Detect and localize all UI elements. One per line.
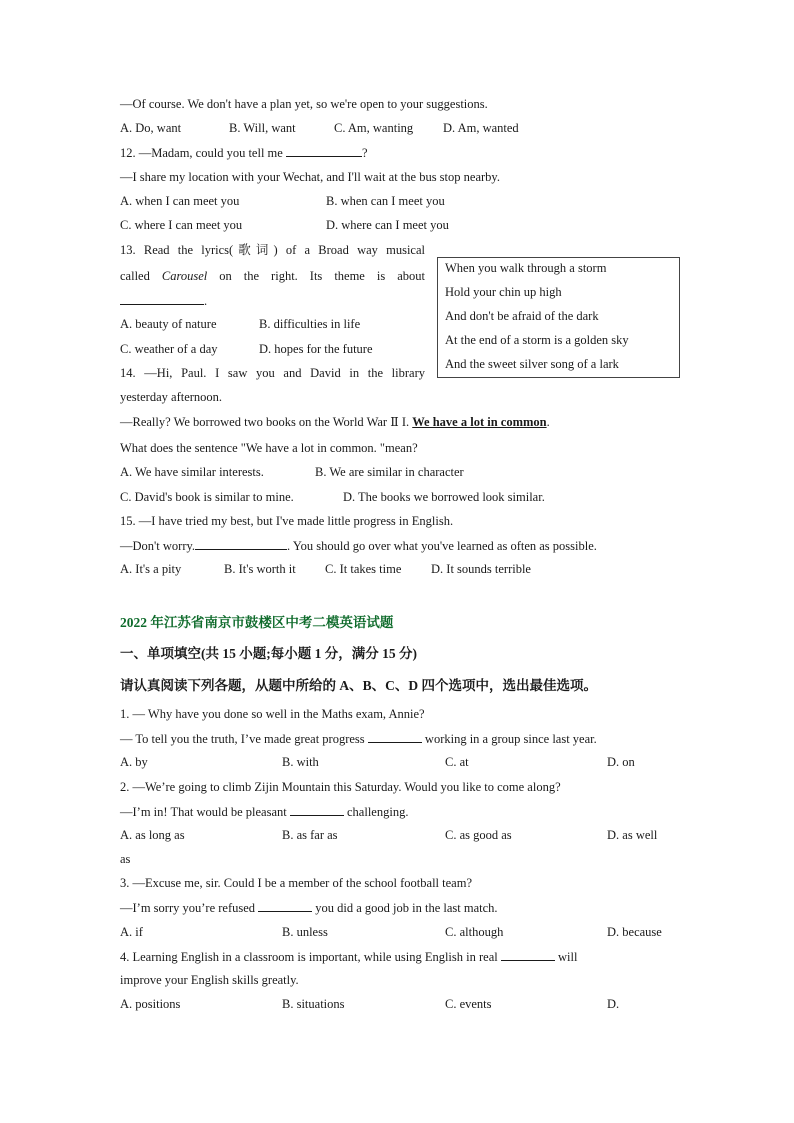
lyrics-line-4: At the end of a storm is a golden sky (445, 333, 629, 347)
q14-option-d: D. The books we borrowed look similar. (343, 490, 545, 504)
q4-option-c: C. events (445, 997, 492, 1011)
lyrics-line-5: And the sweet silver song of a lark (445, 357, 619, 371)
q1-reply-start: — To tell you the truth, I’ve made great progress (120, 732, 365, 746)
q12-stem (120, 143, 368, 162)
q1-option-b: B. with (282, 755, 319, 769)
q11-option-c: C. Am, wanting (334, 121, 414, 135)
q1-option-a: A. by (120, 755, 148, 769)
q3-option-a: A. if (120, 925, 143, 939)
q13-blank-line (120, 291, 207, 310)
q1-reply (120, 729, 597, 748)
answer-blank (195, 536, 287, 550)
q2-reply-end: challenging. (347, 805, 409, 819)
q13-option-a: A. beauty of nature (120, 317, 217, 331)
lyrics-box (437, 257, 680, 378)
q15-option-a: A. It's a pity (120, 562, 182, 576)
q4-stem (120, 947, 577, 966)
q15-reply-end: . You should go over what you've learned as often as possible. (287, 539, 597, 553)
q13-option-d: D. hopes for the future (259, 342, 373, 356)
q4-line2: improve your English skills greatly. (120, 973, 299, 987)
q13-end: . (204, 294, 208, 308)
q4-stem-end: will (557, 950, 578, 964)
q11-answer-line: —Of course. We don't have a plan yet, so we're open to your suggestions. (120, 97, 488, 111)
q1-reply-end: working in a group since last year. (424, 732, 597, 746)
q3-reply-end: you did a good job in the last match. (315, 901, 498, 915)
q13-called: called (120, 269, 150, 283)
q15-option-d: D. It sounds terrible (431, 562, 531, 576)
q13-about: on the right. Its theme is about (219, 269, 425, 283)
q4-option-d: D. (607, 997, 620, 1011)
lyrics-line-1: When you walk through a storm (445, 261, 607, 275)
lyrics-line-3: And don't be afraid of the dark (445, 309, 599, 323)
q13-line1: 13. Read the lyrics(歌词) of a Broad way musical (120, 243, 425, 257)
q2-option-b: B. as far as (282, 828, 338, 842)
q11-option-b: B. Will, want (229, 121, 296, 135)
q2-stem: 2. —We’re going to climb Zijin Mountain this Saturday. Would you like to come along? (120, 780, 561, 794)
answer-blank (286, 143, 362, 157)
q15-option-c: C. It takes time (325, 562, 402, 576)
q14-highlight: We have a lot in common (412, 415, 547, 429)
q15-stem: 15. —I have tried my best, but I've made little progress in English. (120, 514, 454, 528)
q2-option-d: D. as well (607, 828, 658, 842)
section-instruction: 请认真阅读下列各题，从题中所给的 A、B、C、D 四个选项中，选出最佳选项。 (120, 678, 598, 693)
q14-option-a: A. We have similar interests. (120, 465, 264, 479)
q2-option-c: C. as good as (445, 828, 512, 842)
q13-line2 (120, 267, 425, 285)
answer-blank (258, 898, 312, 912)
q15-reply-start: —Don't worry. (120, 539, 196, 553)
q2-option-d-wrap: as (120, 852, 131, 866)
q4-option-b: B. situations (282, 997, 345, 1011)
q2-option-a: A. as long as (120, 828, 185, 842)
lyrics-line-2: Hold your chin up high (445, 285, 562, 299)
answer-blank (501, 947, 555, 961)
q12-option-b: B. when can I meet you (326, 194, 445, 208)
q13-musical-title: Carousel (161, 269, 208, 283)
section-heading: 一、单项填空(共 15 小题;每小题 1 分，满分 15 分) (120, 646, 417, 661)
exam-title: 2022 年江苏省南京市鼓楼区中考二模英语试题 (120, 615, 394, 630)
q12-option-d: D. where can I meet you (326, 218, 449, 232)
q2-reply-start: —I’m in! That would be pleasant (120, 805, 287, 819)
q13-option-c: C. weather of a day (120, 342, 218, 356)
q14-reply-text: —Really? We borrowed two books on the World War Ⅱ I. (120, 415, 410, 429)
answer-blank (290, 802, 344, 816)
q14-option-c: C. David's book is similar to mine. (120, 490, 294, 504)
answer-blank (368, 729, 422, 743)
q14-reply (120, 413, 550, 431)
q14-line1: 14. —Hi, Paul. I saw you and David in the library (120, 366, 425, 380)
q12-option-c: C. where I can meet you (120, 218, 243, 232)
q3-option-d: D. because (607, 925, 662, 939)
q1-option-d: D. on (607, 755, 635, 769)
q3-option-b: B. unless (282, 925, 328, 939)
q12-stem-text: 12. —Madam, could you tell me (120, 146, 283, 160)
q12-reply: —I share my location with your Wechat, and I'll wait at the bus stop nearby. (120, 170, 500, 184)
q1-option-c: C. at (445, 755, 469, 769)
q3-reply (120, 898, 498, 917)
q12-end: ? (361, 146, 368, 160)
answer-blank (120, 291, 204, 305)
q14-reply-end: . (546, 415, 550, 429)
q11-option-a: A. Do, want (120, 121, 182, 135)
q2-reply (120, 802, 408, 821)
q3-reply-start: —I’m sorry you’re refused (120, 901, 256, 915)
q4-stem-start: 4. Learning English in a classroom is important, while using English in real (120, 950, 498, 964)
q15-reply (120, 536, 597, 555)
q11-option-d: D. Am, wanted (443, 121, 519, 135)
q4-option-a: A. positions (120, 997, 181, 1011)
q12-option-a: A. when I can meet you (120, 194, 240, 208)
q3-option-c: C. although (445, 925, 504, 939)
q14-option-b: B. We are similar in character (315, 465, 464, 479)
q14-question: What does the sentence "We have a lot in common. "mean? (120, 441, 418, 455)
q15-option-b: B. It's worth it (224, 562, 296, 576)
q14-line2: yesterday afternoon. (120, 390, 223, 404)
q1-stem: 1. — Why have you done so well in the Maths exam, Annie? (120, 707, 425, 721)
q3-stem: 3. —Excuse me, sir. Could I be a member of the school football team? (120, 876, 472, 890)
q13-option-b: B. difficulties in life (259, 317, 361, 331)
